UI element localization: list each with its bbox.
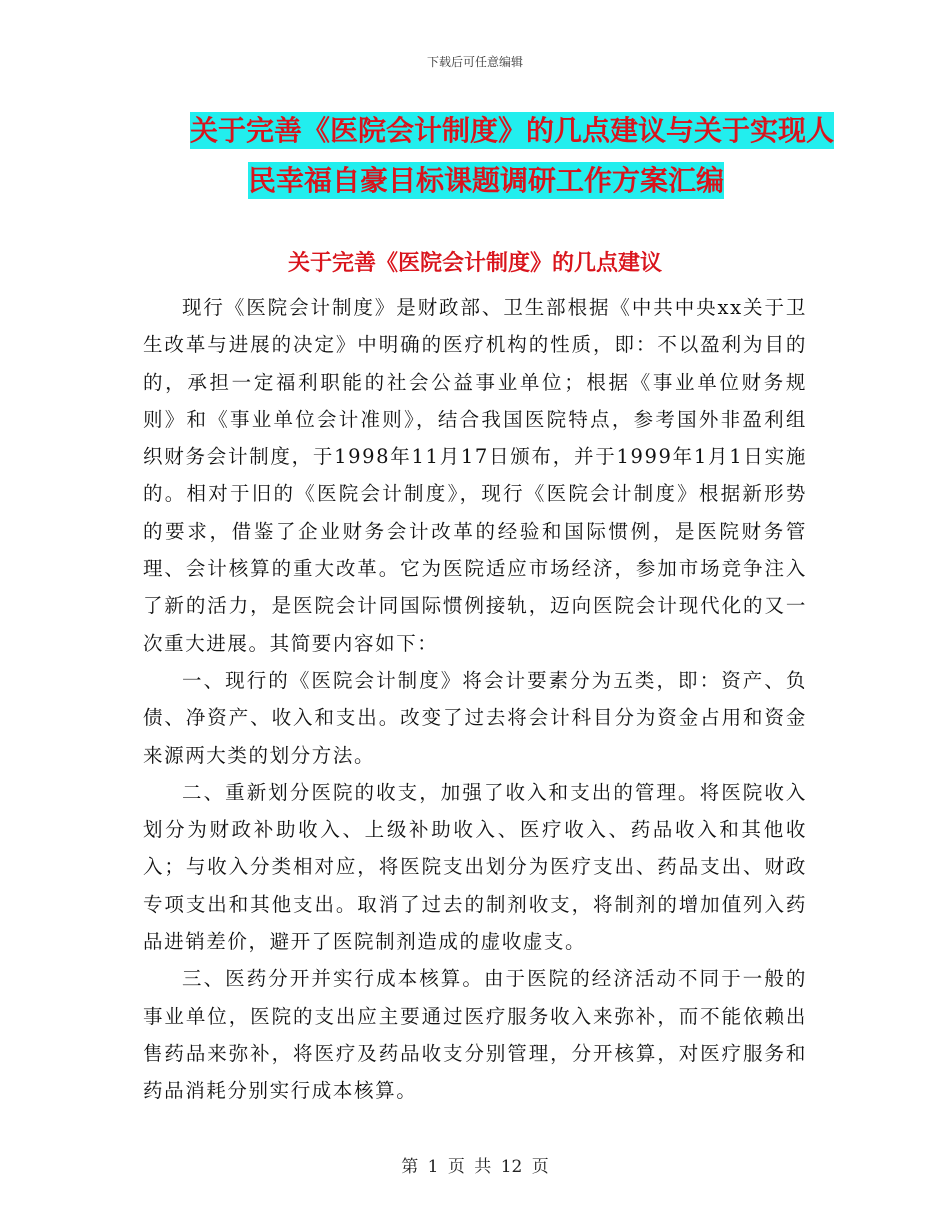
paragraph-point-2: 二、重新划分医院的收支，加强了收入和支出的管理。将医院收入划分为财政补助收入、上级补助收入、医疗收入、药品收入和其他收入；与收入分类相对应，将医院支出划分为医疗支出、药品支出、财政专项支出和其他支出。取消了过去的制剂收支，将制剂的增加值列入药品进销差价，避开了医院制剂造成的虚收虚支。	[143, 780, 807, 954]
page-footer: 第 1 页 共 12 页	[401, 1157, 549, 1177]
title-line-1	[150, 106, 870, 156]
title-line-1-text: 关于完善《医院会计制度》的几点建议与关于实现人	[190, 114, 835, 147]
title-line-2-text: 民幸福自豪目标课题调研工作方案汇编	[248, 164, 725, 197]
paragraph-point-1: 一、现行的《医院会计制度》将会计要素分为五类，即：资产、负债、净资产、收入和支出。改变了过去将会计科目分为资金占用和资金来源两大类的划分方法。	[143, 668, 807, 767]
header-note: 下载后可任意编辑	[426, 55, 523, 69]
section-title: 关于完善《医院会计制度》的几点建议	[287, 250, 662, 276]
paragraph-intro: 现行《医院会计制度》是财政部、卫生部根据《中共中央xx关于卫生改革与进展的决定》中明确的医疗机构的性质，即：不以盈利为目的的，承担一定福利职能的社会公益事业单位；根据《事业单位财务规则》和《事业单位会计准则》，结合我国医院特点，参考国外非盈利组织财务会计制度，于1998年11月17日颁布，并于1999年1月1日实施的。相对于旧的《医院会计制度》，现行《医院会计制度》根据新形势的要求，借鉴了企业财务会计改革的经验和国际惯例，是医院财务管理、会计核算的重大改革。它为医院适应市场经济，参加市场竞争注入了新的活力，是医院会计同国际惯例接轨，迈向医院会计现代化的又一次重大进展。其简要内容如下：	[143, 296, 807, 655]
body-text	[143, 289, 807, 1110]
document-title	[150, 106, 870, 206]
title-line-2	[150, 156, 870, 206]
paragraph-point-3: 三、医药分开并实行成本核算。由于医院的经济活动不同于一般的事业单位，医院的支出应主要通过医疗服务收入来弥补，而不能依赖出售药品来弥补，将医疗及药品收支分别管理，分开核算，对医疗服务和药品消耗分别实行成本核算。	[143, 967, 807, 1103]
